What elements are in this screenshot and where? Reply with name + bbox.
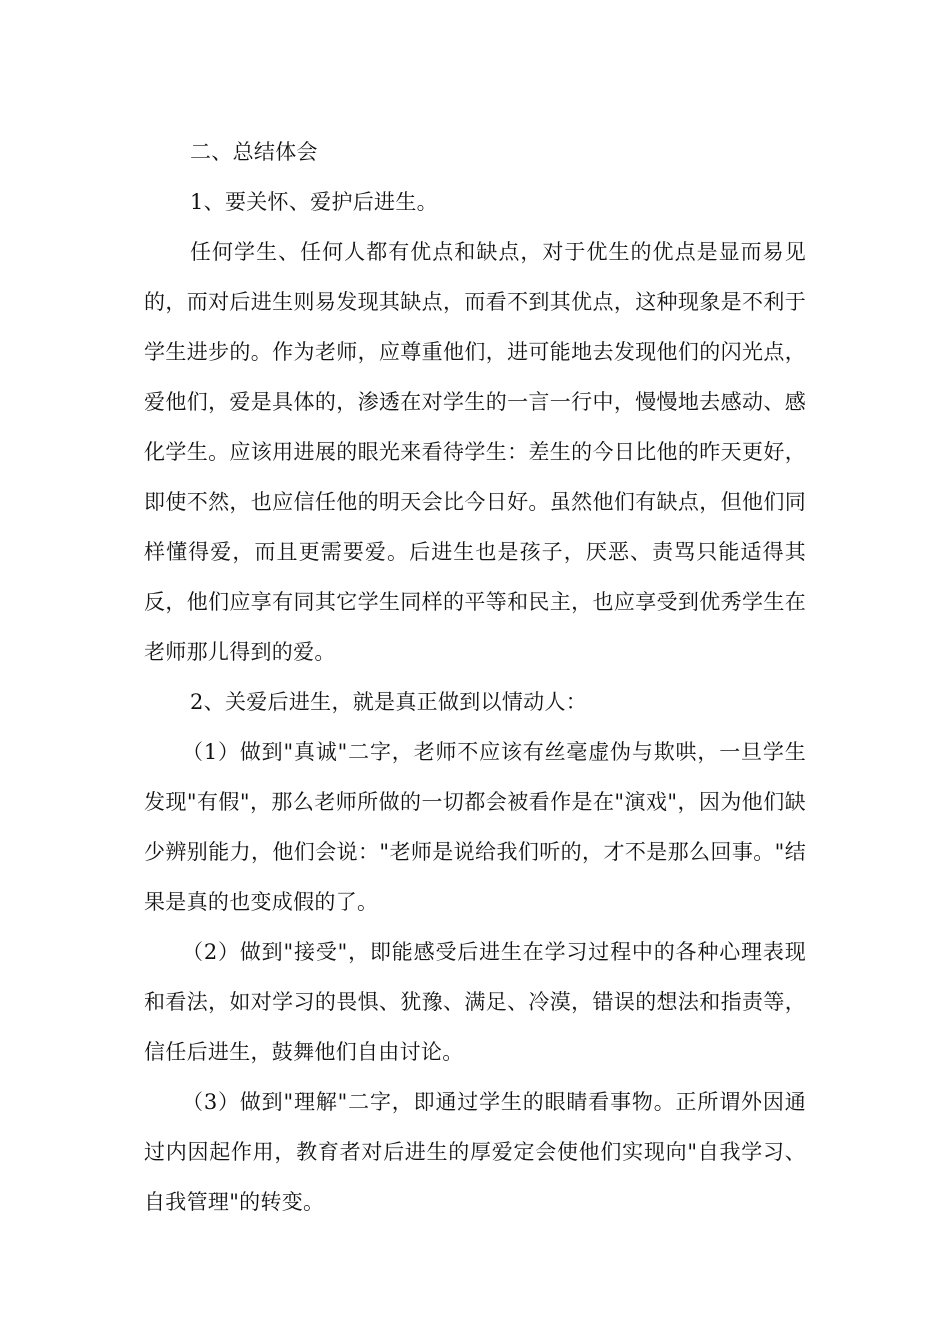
item1-title: 1、要关怀、爱护后进生。: [190, 190, 438, 214]
point-2: （2）做到"接受"，即能感受后进生在学习过程中的各种心理表现和看法，如对学习的畏惧、犹豫、满足、冷漠，错误的想法和指责等，信任后进生，鼓舞他们自由讨论。: [144, 940, 806, 1064]
point-1: （1）做到"真诚"二字，老师不应该有丝毫虚伪与欺哄，一旦学生发现"有假"，那么老师所做的一切都会被看作是在"演戏"，因为他们缺少辨别能力，他们会说："老师是说给我们听的，才不是那么回事。"结果是真的也变成假的了。: [144, 740, 806, 914]
document-body: [144, 127, 806, 1227]
point-3: （3）做到"理解"二字，即通过学生的眼睛看事物。正所谓外因通过内因起作用，教育者对后进生的厚爱定会使他们实现向"自我学习、自我管理"的转变。: [144, 1090, 806, 1214]
item1-body: 任何学生、任何人都有优点和缺点，对于优生的优点是显而易见的，而对后进生则易发现其缺点，而看不到其优点，这种现象是不利于学生进步的。作为老师，应尊重他们，进可能地去发现他们的闪光点，爱他们，爱是具体的，渗透在对学生的一言一行中，慢慢地去感动、感化学生。应该用进展的眼光来看待学生：差生的今日比他的昨天更好，即使不然，也应信任他的明天会比今日好。虽然他们有缺点，但他们同样懂得爱，而且更需要爱。后进生也是孩子，厌恶、责骂只能适得其反，他们应享有同其它学生同样的平等和民主，也应享受到优秀学生在老师那儿得到的爱。: [144, 240, 806, 664]
section-title: 二、总结体会: [190, 140, 318, 164]
item2-title: 2、关爱后进生，就是真正做到以情动人：: [190, 690, 588, 714]
